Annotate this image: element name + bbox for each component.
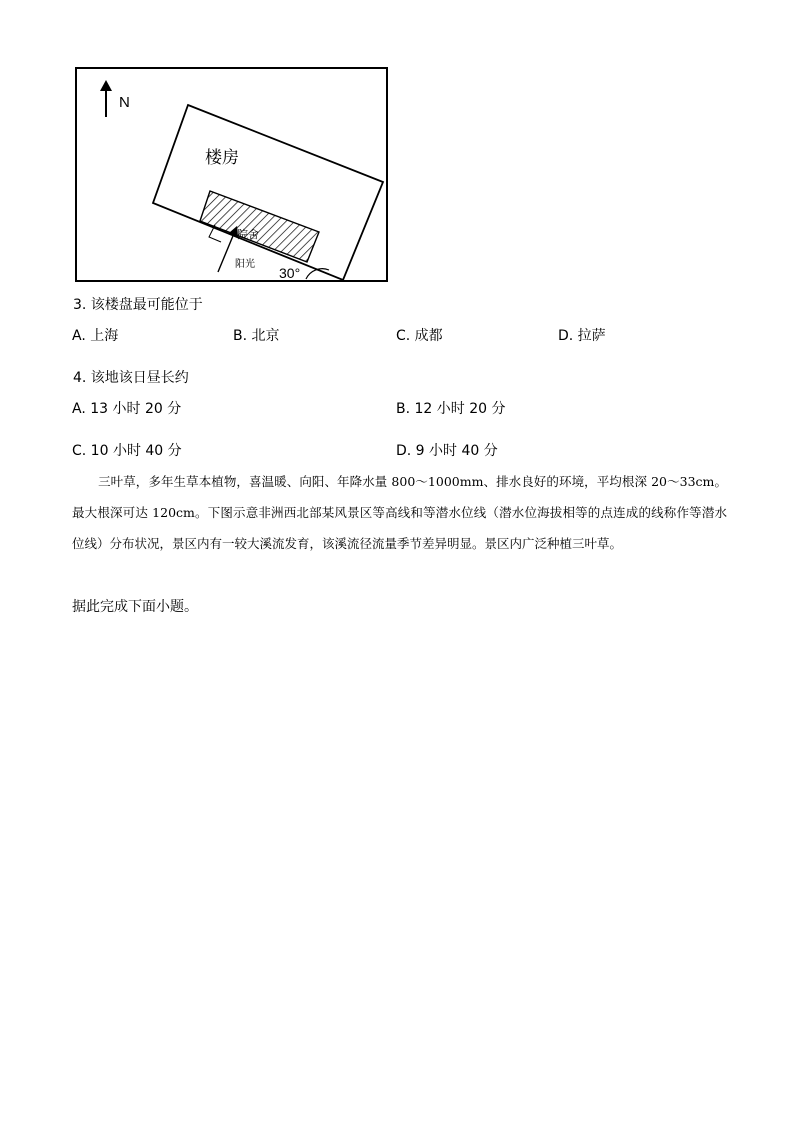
building-orientation-diagram	[75, 67, 388, 282]
q4-stem: 4. 该地该日昼长约	[73, 370, 189, 386]
instruction-text: 据此完成下面小题。	[72, 599, 198, 615]
q4-option-a: A. 13 小时 20 分	[72, 401, 182, 417]
q4-option-c: C. 10 小时 40 分	[72, 443, 182, 459]
passage-text: 三叶草，多年生草本植物，喜温暖、向阳、年降水量 800～1000mm、排水良好的环境，平均根深 20～33cm。最大根深可达 120cm。下图示意非洲西北部某风景区等高线和等潜水位线（潜水位海拔相等的点连成的线称作等潜水位线）分布状况，景区内有一较大溪流发育，该溪流径流量季节差异明显。景区内广泛种植三叶草。	[72, 474, 727, 551]
diagram-svg	[75, 67, 388, 282]
sunlight-label: 阳光	[235, 259, 255, 270]
angle-label: 30°	[279, 265, 301, 281]
q3-option-d: D. 拉萨	[558, 328, 606, 344]
q3-option-a: A. 上海	[72, 328, 119, 344]
building-label: 楼房	[205, 148, 239, 168]
q4-option-b: B. 12 小时 20 分	[396, 401, 506, 417]
q3-option-b: B. 北京	[233, 328, 280, 344]
q3-stem: 3. 该楼盘最可能位于	[73, 297, 203, 313]
q3-option-c: C. 成都	[396, 328, 443, 344]
north-label: N	[119, 94, 130, 111]
passage-paragraph	[72, 466, 727, 559]
courtyard-label: 院舍	[237, 228, 259, 241]
q4-option-d: D. 9 小时 40 分	[396, 443, 498, 459]
